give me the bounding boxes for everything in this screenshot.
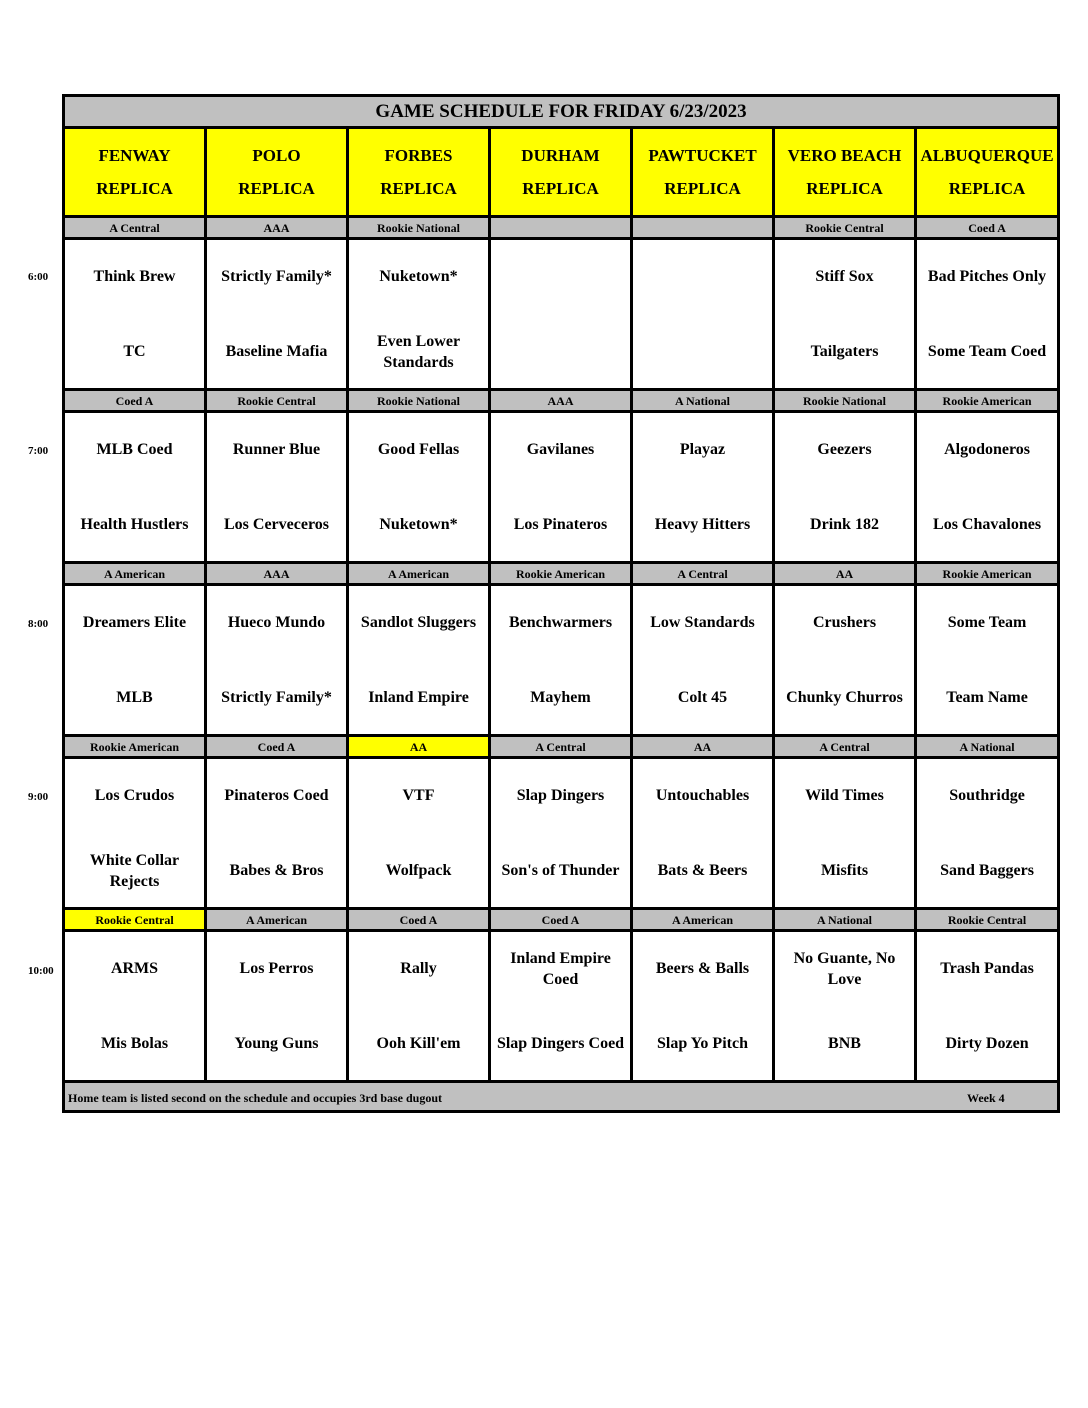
division-label: AA [632,736,774,758]
footer-note: Home team is listed second on the schedule and occupies 3rd base dugout [68,1091,443,1105]
home-team: Strictly Family* [221,689,332,706]
game-cell [64,931,206,1082]
game-cell [490,758,632,909]
division-label [490,217,632,239]
away-team: Good Fellas [377,441,460,458]
team-gap [777,998,912,1015]
footer-row [64,1082,1059,1112]
field-header-durham [490,128,632,217]
division-label: A American [632,909,774,931]
division-label: A Central [64,217,206,239]
away-team: Geezers [817,441,872,458]
team-gap [351,479,486,496]
field-name: ALBUQUERQUE [920,146,1054,165]
division-label: Rookie American [490,563,632,585]
game-cell [916,758,1059,909]
division-label: AAA [206,217,348,239]
home-team: Mis Bolas [100,1035,169,1052]
game-cell [348,239,490,390]
division-row [64,390,1059,412]
team-gap [493,825,628,842]
game-cell [64,758,206,909]
game-cell [348,585,490,736]
division-label: A National [632,390,774,412]
field-subtitle: REPLICA [96,179,173,198]
home-team: Bats & Beers [657,862,748,879]
home-team: Baseline Mafia [225,343,328,360]
division-label: A National [774,909,916,931]
away-team: Bad Pitches Only [927,268,1047,285]
away-team: Sandlot Sluggers [360,614,477,631]
home-team: Even Lower Standards [376,332,461,371]
home-team: Inland Empire [368,689,469,706]
home-team: TC [123,343,146,360]
team-gap [67,306,202,323]
game-cell [774,412,916,563]
game-cell [916,585,1059,736]
team-gap [919,652,1055,669]
away-team: Slap Dingers [516,787,605,804]
away-team: Pinateros Coed [224,787,329,804]
game-cell [206,239,348,390]
away-team: Some Team [947,614,1027,631]
home-team: White Collar Rejects [89,851,180,890]
division-label: A American [64,563,206,585]
division-label: Rookie Central [916,909,1059,931]
away-team: Think Brew [93,268,176,285]
home-team: Some Team Coed [927,343,1047,360]
team-gap [777,479,912,496]
division-label: AA [348,736,490,758]
team-gap [209,998,344,1015]
away-team: Low Standards [650,614,755,631]
team-gap [919,825,1055,842]
team-gap [777,825,912,842]
game-cell [490,931,632,1082]
home-team: Wolfpack [385,862,452,879]
time-slot-label: 7:00 [28,445,49,457]
game-cell [206,412,348,563]
division-label: Rookie National [348,390,490,412]
team-gap [493,652,628,669]
team-gap [351,998,486,1015]
team-gap [493,306,628,323]
game-cell [206,585,348,736]
home-team: Los Cerveceros [224,516,329,533]
home-team: MLB [116,689,153,706]
home-team: Los Chavalones [933,516,1042,533]
away-team: Playaz [679,441,726,458]
division-label: Rookie Central [206,390,348,412]
away-team: Nuketown* [379,268,458,285]
division-label: A National [916,736,1059,758]
division-label: Coed A [348,909,490,931]
home-team: Heavy Hitters [654,516,751,533]
field-header-vero-beach [774,128,916,217]
field-subtitle: REPLICA [380,179,457,198]
game-row [64,931,1059,1082]
field-subtitle: REPLICA [806,179,883,198]
division-label: Rookie Central [774,217,916,239]
away-team: MLB Coed [96,441,173,458]
home-team: Drink 182 [810,516,879,533]
home-team: Mayhem [530,689,591,706]
team-gap [209,479,344,496]
away-team: ARMS [110,960,159,977]
away-team [493,248,628,306]
home-team: BNB [828,1035,861,1052]
team-gap [635,479,770,496]
team-gap [493,479,628,496]
away-team: Trash Pandas [940,960,1034,977]
division-label: Rookie National [348,217,490,239]
home-team: Slap Dingers Coed [496,1035,625,1052]
division-label: AAA [206,563,348,585]
away-team: Untouchables [655,787,750,804]
team-gap [351,825,486,842]
division-label: Coed A [64,390,206,412]
division-label: Coed A [206,736,348,758]
field-subtitle: REPLICA [948,179,1026,198]
field-header-albuquerque [916,128,1059,217]
game-cell [206,758,348,909]
away-team: Los Perros [239,960,314,977]
team-gap [67,479,202,496]
away-team: Rally [400,960,437,977]
division-label: A Central [774,736,916,758]
division-label: A Central [490,736,632,758]
away-team: Crushers [812,614,877,631]
division-row [64,909,1059,931]
team-gap [777,652,912,669]
team-gap [635,306,770,323]
game-cell [64,412,206,563]
division-row [64,563,1059,585]
home-team: Babes & Bros [229,862,324,879]
division-label: A American [206,909,348,931]
game-cell [774,758,916,909]
home-team: Misfits [820,862,869,879]
game-cell [490,239,632,390]
field-name: POLO [252,146,301,165]
away-team: VTF [402,787,435,804]
game-row [64,585,1059,736]
division-label: Rookie National [774,390,916,412]
time-slot-label: 6:00 [28,271,49,283]
home-team: Colt 45 [677,689,728,706]
away-team: Wild Times [805,787,884,804]
game-cell [490,585,632,736]
field-header-forbes [348,128,490,217]
field-header-fenway [64,128,206,217]
field-name: FORBES [384,146,453,165]
division-label: A Central [632,563,774,585]
footer-cell [64,1082,1059,1112]
game-row [64,412,1059,563]
field-header-row [64,128,1059,217]
game-cell [916,239,1059,390]
game-cell [632,931,774,1082]
division-label: Rookie American [916,390,1059,412]
home-team: Chunky Churros [786,689,903,706]
away-team: No Guante, No Love [793,949,896,988]
home-team: Sand Baggers [940,862,1034,879]
home-team [493,323,628,381]
game-cell [348,931,490,1082]
team-gap [635,652,770,669]
home-team: Ooh Kill'em [376,1035,461,1052]
division-label: Coed A [916,217,1059,239]
away-team: Beers & Balls [655,960,750,977]
home-team: Young Guns [234,1035,319,1052]
away-team: Inland Empire Coed [510,949,611,988]
division-label: Rookie American [916,563,1059,585]
team-gap [67,825,202,842]
division-label: A American [348,563,490,585]
game-cell [774,239,916,390]
home-team: Los Pinateros [513,516,608,533]
field-name: VERO BEACH [787,146,902,165]
away-team: Strictly Family* [221,268,332,285]
division-row [64,217,1059,239]
home-team: Tailgaters [810,343,879,360]
field-header-polo [206,128,348,217]
game-cell [206,931,348,1082]
game-row [64,239,1059,390]
game-cell [916,931,1059,1082]
home-team: Health Hustlers [80,516,189,533]
game-cell [916,412,1059,563]
division-label: Rookie Central [64,909,206,931]
home-team: Slap Yo Pitch [657,1035,748,1052]
division-row [64,736,1059,758]
team-gap [635,825,770,842]
away-team: Algodoneros [944,441,1031,458]
schedule-table [62,94,1060,1113]
team-gap [635,998,770,1015]
home-team: Son's of Thunder [501,862,620,879]
time-slot-label: 10:00 [28,965,54,977]
home-team [635,323,770,381]
away-team: Runner Blue [232,441,321,458]
game-cell [348,412,490,563]
team-gap [209,306,344,323]
time-slot-label: 8:00 [28,618,49,630]
game-cell [774,931,916,1082]
team-gap [209,825,344,842]
division-label: AA [774,563,916,585]
game-cell [632,412,774,563]
away-team: Dreamers Elite [82,614,187,631]
team-gap [493,998,628,1015]
field-subtitle: REPLICA [238,179,315,198]
team-gap [351,652,486,669]
away-team: Benchwarmers [508,614,613,631]
game-cell [774,585,916,736]
team-gap [919,306,1055,323]
title-row [64,96,1059,128]
game-cell [348,758,490,909]
schedule-title: GAME SCHEDULE FOR FRIDAY 6/23/2023 [64,96,1059,128]
field-name: FENWAY [98,146,171,165]
field-subtitle: REPLICA [664,179,741,198]
game-cell [632,758,774,909]
game-cell [64,239,206,390]
away-team: Southridge [949,787,1025,804]
home-team: Team Name [946,689,1028,706]
game-cell [632,239,774,390]
division-label: AAA [490,390,632,412]
game-row [64,758,1059,909]
team-gap [351,306,486,323]
away-team: Los Crudos [94,787,175,804]
team-gap [919,998,1055,1015]
division-label: Coed A [490,909,632,931]
division-label [632,217,774,239]
game-cell [632,585,774,736]
team-gap [67,652,202,669]
team-gap [67,998,202,1015]
team-gap [919,479,1055,496]
away-team: Gavilanes [526,441,595,458]
time-slot-label: 9:00 [28,791,49,803]
game-cell [64,585,206,736]
home-team: Dirty Dozen [945,1035,1029,1052]
team-gap [209,652,344,669]
away-team [635,248,770,306]
division-label: Rookie American [64,736,206,758]
away-team: Hueco Mundo [227,614,326,631]
field-name: DURHAM [521,146,600,165]
week-label: Week 4 [967,1091,1005,1105]
game-cell [490,412,632,563]
home-team: Nuketown* [379,516,458,533]
team-gap [777,306,912,323]
field-subtitle: REPLICA [522,179,599,198]
away-team: Stiff Sox [815,268,874,285]
field-name: PAWTUCKET [648,146,757,165]
field-header-pawtucket [632,128,774,217]
